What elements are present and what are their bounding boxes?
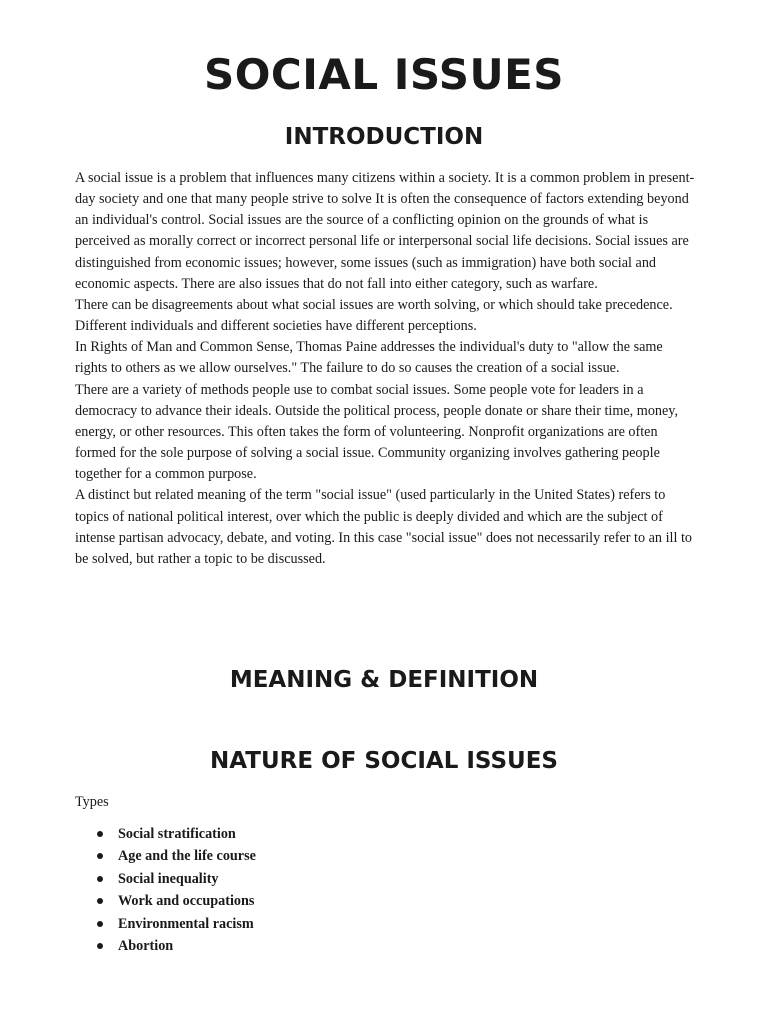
introduction-paragraph: A distinct but related meaning of the term "social issue" (used particularly in the United States) refers to topics of national political interest, over which the public is deeply divided and which are the subject of intense partisan advocacy, debate, and voting. In this case "social issue" does not necessarily refer to an ill to be solved, but rather a topic to be discussed. xyxy=(75,487,692,567)
list-item-label: Social inequality xyxy=(118,870,219,887)
list-item-label: Age and the life course xyxy=(118,848,256,865)
types-list xyxy=(75,823,256,957)
document-title: SOCIAL ISSUES xyxy=(203,50,565,99)
list-item-label: Abortion xyxy=(118,937,174,954)
bullet-icon xyxy=(97,831,103,837)
introduction-paragraph: There are a variety of methods people use to combat social issues. Some people vote for leaders in a democracy to advance their ideals. Outside the political process, people donate or share their time, money, energy, or other resources. This often takes the form of volunteering. Nonprofit organizations are often formed for the sole purpose of solving a social issue. Community organizing involves gathering people together for a common purpose. xyxy=(75,381,679,483)
introduction-paragraph: A social issue is a problem that influences many citizens within a society. It is a common problem in present-day society and one that many people strive to solve It is often the consequence of factors extending beyond an individual's control. Social issues are the source of a conflicting opinion on the grounds of what is perceived as morally correct or incorrect personal life or interpersonal social life decisions. Social issues are distinguished from economic issues; however, some issues (such as immigration) have both social and economic aspects. There are also issues that do not fall into either category, such as warfare. xyxy=(75,170,695,292)
bullet-icon xyxy=(97,921,103,927)
nature-heading: NATURE OF SOCIAL ISSUES xyxy=(210,748,558,774)
list-item xyxy=(75,890,256,912)
list-item-label: Work and occupations xyxy=(118,893,255,910)
list-item xyxy=(75,823,256,845)
meaning-heading: MEANING & DEFINITION xyxy=(229,667,539,693)
list-item xyxy=(75,868,256,890)
types-label: Types xyxy=(75,794,109,810)
list-item-label: Environmental racism xyxy=(118,915,254,932)
bullet-icon xyxy=(97,943,103,949)
bullet-icon xyxy=(97,898,103,904)
list-item xyxy=(75,913,256,935)
introduction-paragraph: In Rights of Man and Common Sense, Thomas Paine addresses the individual's duty to "allow the same rights to others as we allow ourselves." The failure to do so causes the creation of a social issue. xyxy=(75,339,663,377)
introduction-body xyxy=(75,168,695,570)
list-item-label: Social stratification xyxy=(118,826,236,842)
introduction-paragraph: There can be disagreements about what social issues are worth solving, or which should take precedence. Different individuals and different societies have different perceptions. xyxy=(75,296,673,335)
list-item xyxy=(75,935,256,957)
bullet-icon xyxy=(97,853,103,859)
list-item xyxy=(75,845,256,867)
introduction-heading: INTRODUCTION xyxy=(284,124,484,150)
bullet-icon xyxy=(97,876,103,882)
